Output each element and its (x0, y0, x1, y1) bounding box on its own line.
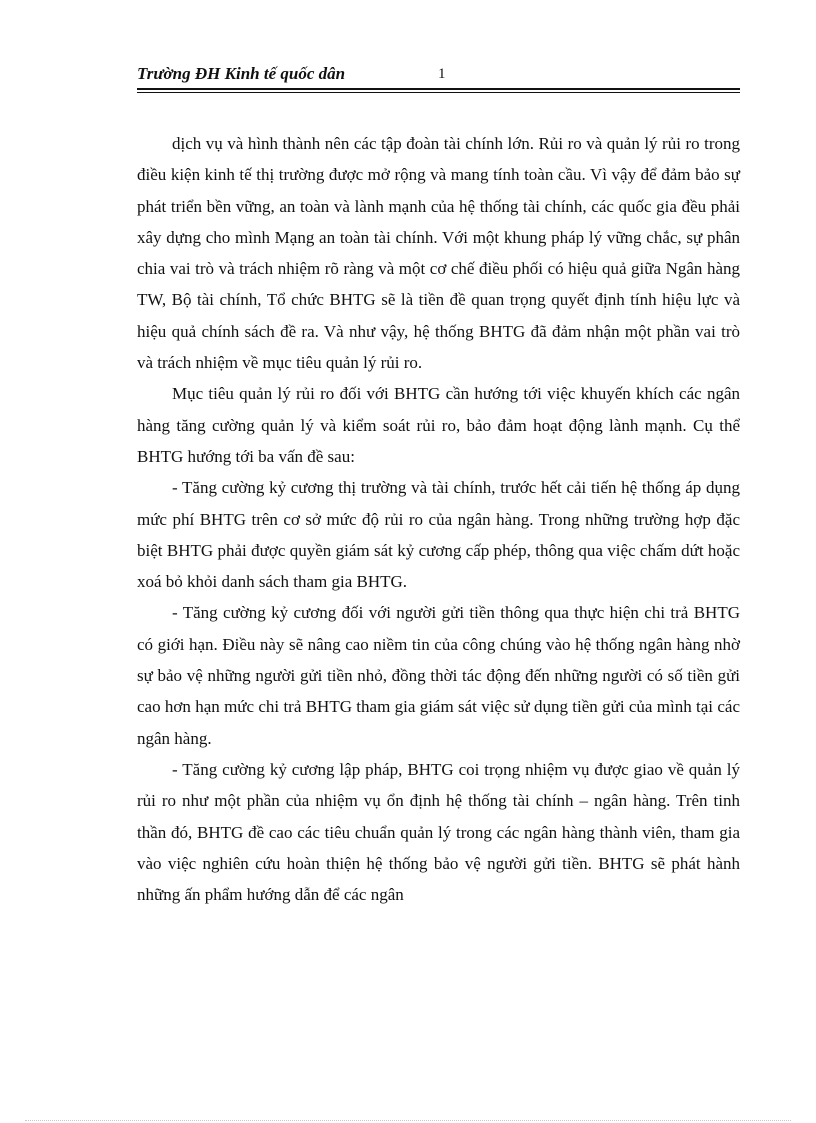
page-bottom-divider (25, 1120, 791, 1121)
header-rule-thick (137, 88, 740, 90)
header-rule-thin (137, 92, 740, 93)
page-header (137, 64, 740, 86)
paragraph: - Tăng cường kỷ cương đối với người gửi tiền thông qua thực hiện chi trả BHTG có giới hạn. Điều này sẽ nâng cao niềm tin của công chúng vào hệ thống ngân hàng nhờ sự bảo vệ những người gửi tiền nhỏ, đồng thời tác động đến những người có số tiền gửi cao hơn hạn mức chi trả BHTG tham gia giám sát việc sử dụng tiền gửi của mình tại các ngân hàng. (137, 603, 740, 748)
paragraph: Mục tiêu quản lý rủi ro đối với BHTG cần hướng tới việc khuyến khích các ngân hàng tăng cường quản lý và kiểm soát rủi ro, bảo đảm hoạt động lành mạnh. Cụ thể BHTG hướng tới ba vấn đề sau: (137, 384, 740, 466)
paragraph: dịch vụ và hình thành nên các tập đoàn tài chính lớn. Rủi ro và quản lý rủi ro trong điều kiện kinh tế thị trường được mở rộng và mang tính toàn cầu. Vì vậy để đảm bảo sự phát triển bền vững, an toàn và lành mạnh của hệ thống tài chính, các quốc gia đều phải xây dựng cho mình Mạng an toàn tài chính. Với một khung pháp lý vững chắc, sự phân chia vai trò và trách nhiệm rõ ràng và một cơ chế điều phối có hiệu quả giữa Ngân hàng TW, Bộ tài chính, Tổ chức BHTG sẽ là tiền đề quan trọng quyết định tính hiệu lực và hiệu quả chính sách đề ra. Và như vậy, hệ thống BHTG đã đảm nhận một phần vai trò và trách nhiệm về mục tiêu quản lý rủi ro. (137, 134, 740, 373)
paragraph: - Tăng cường kỷ cương thị trường và tài chính, trước hết cải tiến hệ thống áp dụng mức phí BHTG trên cơ sở mức độ rủi ro của ngân hàng. Trong những trường hợp đặc biệt BHTG phải được quyền giám sát kỷ cương cấp phép, thông qua việc chấm dứt hoặc xoá bỏ khỏi danh sách tham gia BHTG. (137, 478, 740, 592)
school-name: Trường ĐH Kinh tế quốc dân (137, 64, 346, 83)
paragraph: - Tăng cường kỷ cương lập pháp, BHTG coi trọng nhiệm vụ được giao về quản lý rủi ro như một phần của nhiệm vụ ổn định hệ thống tài chính – ngân hàng. Trên tinh thần đó, BHTG đề cao các tiêu chuẩn quản lý trong các ngân hàng thành viên, tham gia vào việc nghiên cứu hoàn thiện hệ thống bảo vệ người gửi tiền. BHTG sẽ phát hành những ấn phẩm hướng dẫn để các ngân (137, 759, 740, 905)
page-number: 1 (438, 66, 446, 82)
document-body (137, 128, 740, 910)
